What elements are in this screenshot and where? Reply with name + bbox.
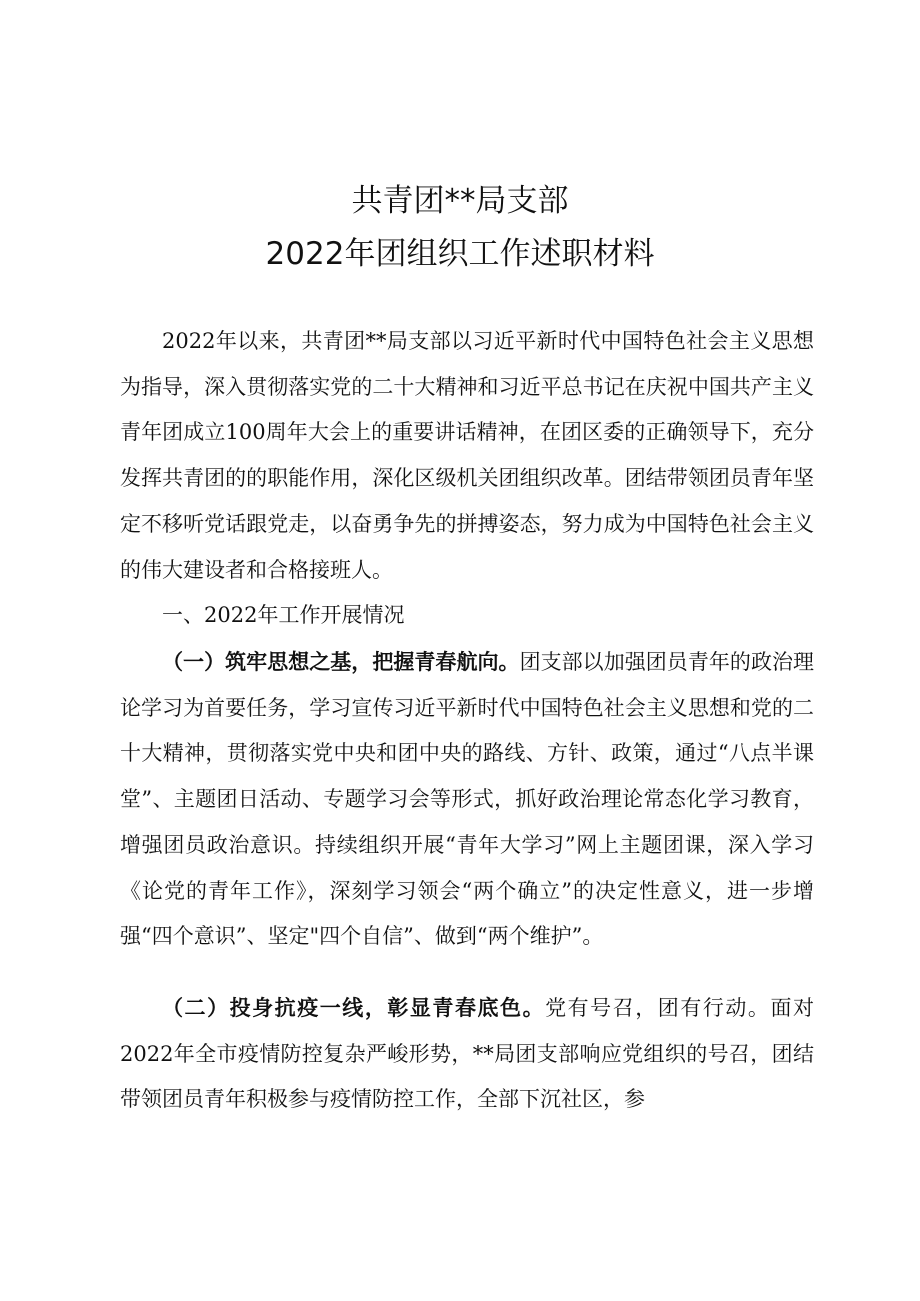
intro-paragraph: 2022年以来，共青团**局支部以习近平新时代中国特色社会主义思想为指导，深入贯彻落实党的二十大精神和习近平总书记在庆祝中国共产主义青年团成立100周年大会上的重要讲话精神，在团区委的正确领导下，充分发挥共青团的的职能作用，深化区级机关团组织改革。团结带领团员青年坚定不移听党话跟党走，以奋勇争先的拼搏姿态，努力成为中国特色社会主义的伟大建设者和合格接班人。 [120, 329, 814, 582]
section-item-2-text: 党有号召，团有行动。面对2022年全市疫情防控复杂严峻形势，**局团支部响应党组织的号召，团结带领团员青年积极参与疫情防控工作，全部下沉社区，参 [120, 996, 815, 1112]
section-heading: 一、2022年工作开展情况 [162, 603, 405, 627]
document-title-line1: 共青团**局支部 [351, 183, 569, 219]
document-title-line2: 2022年团组织工作述职材料 [265, 236, 655, 272]
section-item-1 [120, 639, 814, 960]
section-item-1-lead: （一）筑牢思想之基，把握青春航向。 [162, 649, 520, 674]
section-item-2 [120, 985, 814, 1123]
section-item-2-lead: （二）投身抗疫一线，彰显青春底色。 [162, 995, 546, 1020]
section-item-1-text: 团支部以加强团员青年的政治理论学习为首要任务，学习宣传习近平新时代中国特色社会主义思想和党的二十大精神，贯彻落实党中央和团中央的路线、方针、政策，通过“八点半课堂”、主题团日活动、专题学习会等形式，抓好政治理论常态化学习教育，增强团员政治意识。持续组织开展“青年大学习”网上主题团课，深入学习《论党的青年工作》，深刻学习领会“两个确立”的决定性意义，进一步增强“四个意识”、坚定"四个自信”、做到“两个维护”。 [120, 650, 815, 949]
